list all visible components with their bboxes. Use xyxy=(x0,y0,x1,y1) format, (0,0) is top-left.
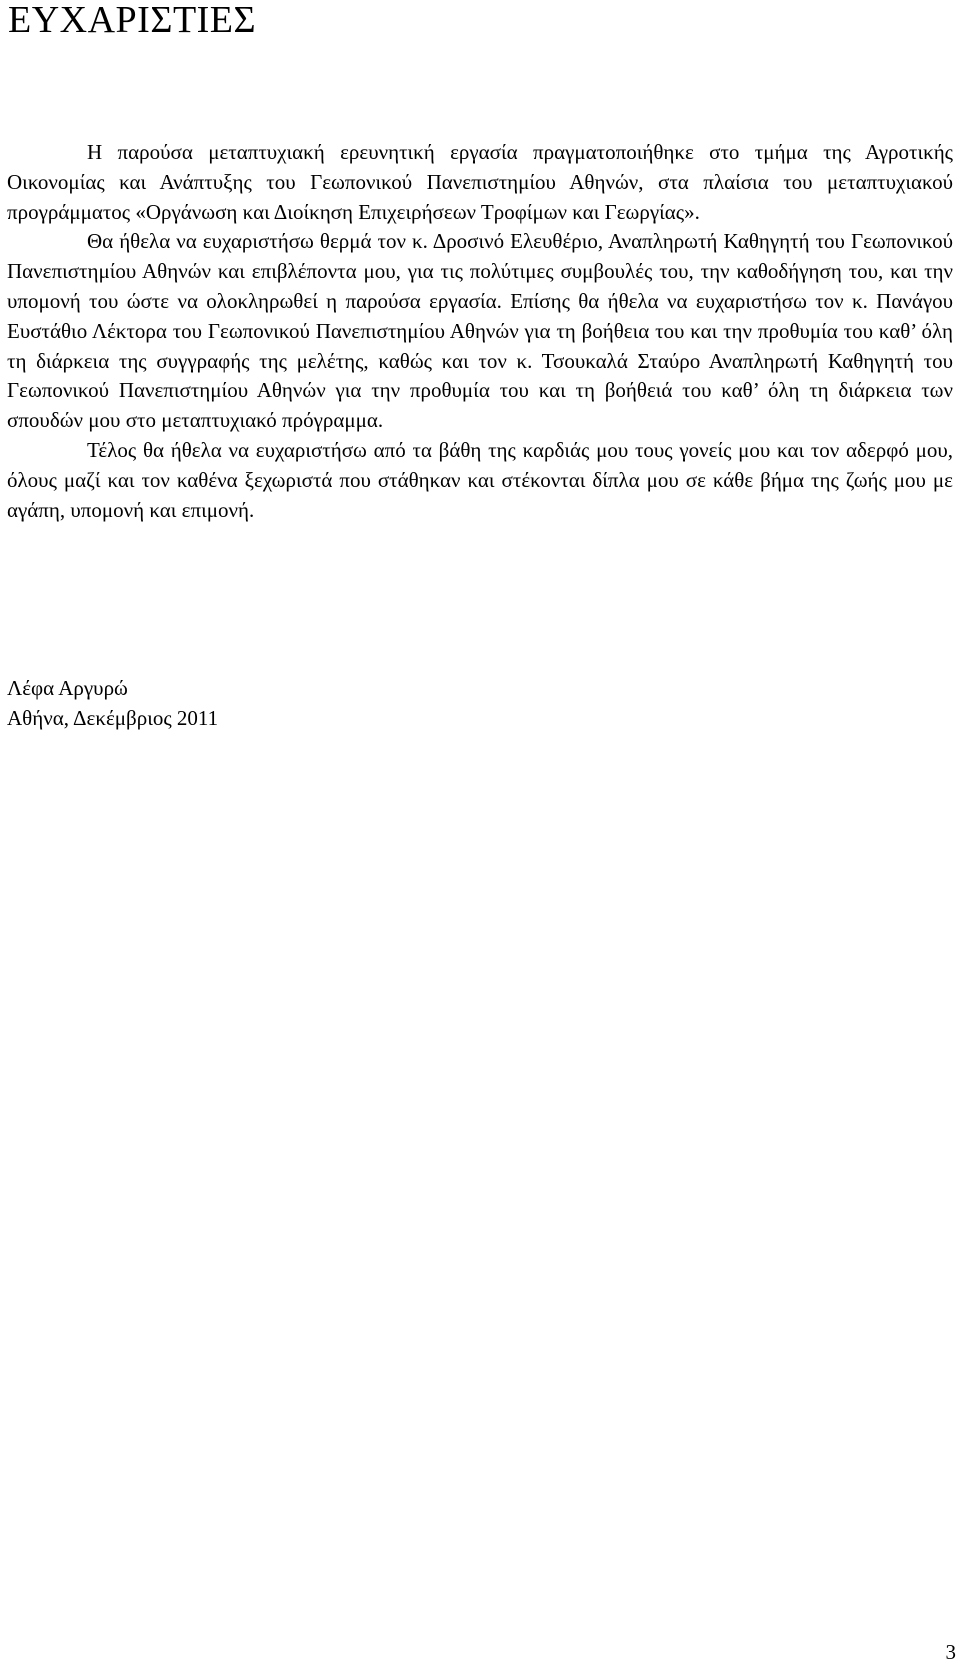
signature-block xyxy=(7,673,218,733)
signature-place-date: Αθήνα, Δεκέμβριος 2011 xyxy=(7,706,219,730)
paragraph-thanks-family: Τέλος θα ήθελα να ευχαριστήσω από τα βάθη της καρδιάς μου τους γονείς μου και τον αδερφό μου, όλους μαζί και τον καθένα ξεχωριστά που στάθηκαν και στέκονται δίπλα μου σε κάθε βήμα της ζωής μου με αγάπη, υπομονή και επιμονή. xyxy=(7,437,953,522)
acknowledgements-body xyxy=(7,138,953,525)
paragraph-intro: Η παρούσα μεταπτυχιακή ερευνητική εργασία πραγματοποιήθηκε στο τμήμα της Αγροτικής Οικονομίας και Ανάπτυξης του Γεωπονικού Πανεπιστημίου Αθηνών, στα πλαίσια του μεταπτυχιακού προγράμματος «Οργάνωση και Διοίκηση Επιχειρήσεων Τροφίμων και Γεωργίας». xyxy=(7,140,953,224)
paragraph-thanks-supervisors: Θα ήθελα να ευχαριστήσω θερμά τον κ. Δροσινό Ελευθέριο, Αναπληρωτή Καθηγητή του Γεωπονικού Πανεπιστημίου Αθηνών και επιβλέποντα μου, για τις πολύτιμες συμβουλές του, την καθοδήγηση του, και την υπομονή του ώστε να ολοκληρωθεί η παρούσα εργασία. Επίσης θα ήθελα να ευχαριστήσω τον κ. Πανάγου Ευστάθιο Λέκτορα του Γεωπονικού Πανεπιστημίου Αθηνών για τη βοήθεια του και την προθυμία του καθ’ όλη τη διάρκεια της συγγραφής της μελέτης, καθώς και τον κ. Τσουκαλά Σταύρο Αναπληρωτή Καθηγητή του Γεωπονικού Πανεπιστημίου Αθηνών για την προθυμία του και τη βοήθειά του καθ’ όλη τη διάρκεια των σπουδών μου στο μεταπτυχιακό πρόγραμμα. xyxy=(7,229,953,433)
signature-name: Λέφα Αργυρώ xyxy=(7,676,128,700)
page-title: ΕΥΧΑΡΙΣΤΙΕΣ xyxy=(8,0,257,41)
page-number: 3 xyxy=(945,1640,956,1664)
